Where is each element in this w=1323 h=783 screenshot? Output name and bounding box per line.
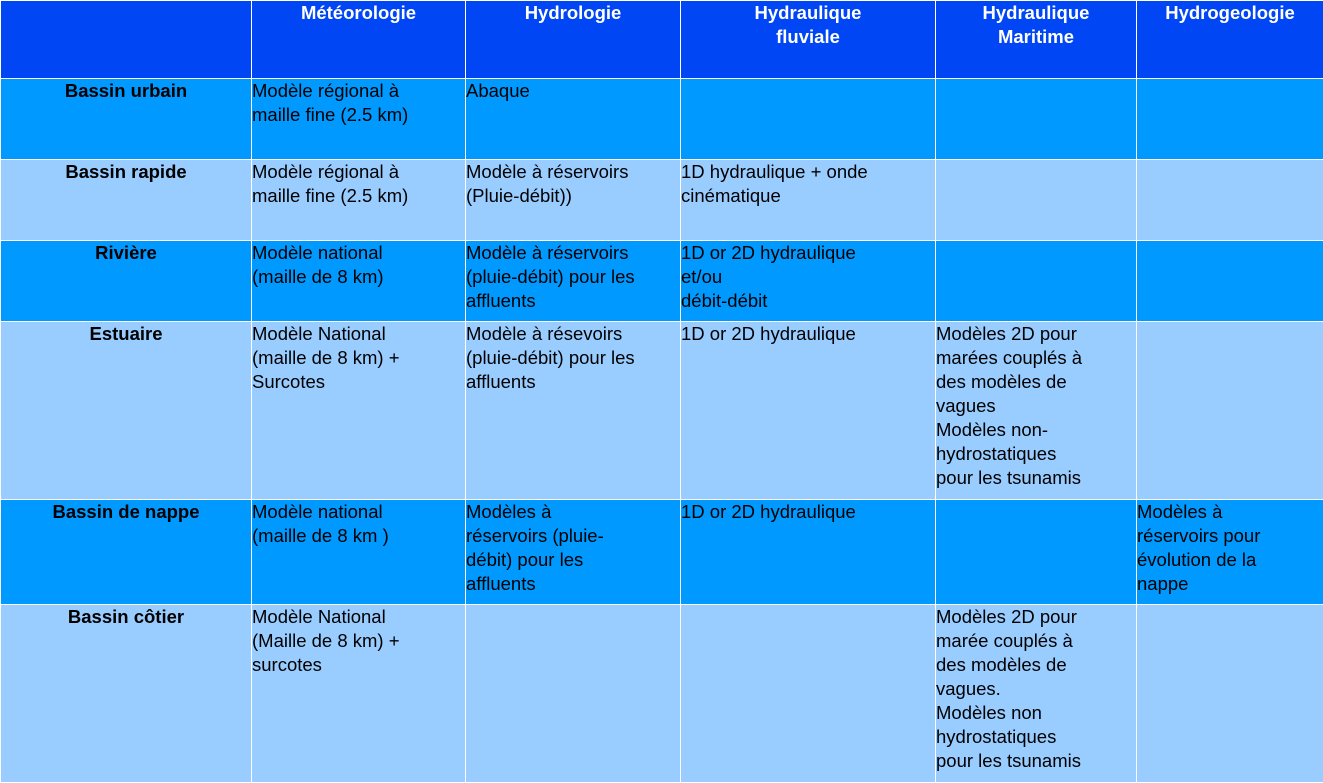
table-cell	[936, 500, 1137, 605]
table-cell: 1D or 2D hydraulique et/ou débit-débit	[681, 241, 936, 322]
table-row-bassin-urbain	[1, 79, 1323, 160]
table-cell: Modèles 2D pour marée couplés à des modèles de vagues. Modèles non hydrostatiques pour les tsunamis	[936, 605, 1137, 783]
table-row-bassin-de-nappe	[1, 500, 1323, 605]
column-header-hydrogeologie: Hydrogeologie	[1137, 1, 1323, 79]
table-cell	[1137, 322, 1323, 500]
table-cell: Modèle National (maille de 8 km) + Surcotes	[252, 322, 466, 500]
row-header: Bassin côtier	[1, 605, 252, 783]
table-cell: Modèle national (maille de 8 km)	[252, 241, 466, 322]
table-cell: Modèle régional à maille fine (2.5 km)	[252, 160, 466, 241]
table-cell: Modèle national (maille de 8 km )	[252, 500, 466, 605]
corner-cell	[1, 1, 252, 79]
table-cell	[681, 605, 936, 783]
row-header: Bassin urbain	[1, 79, 252, 160]
table-cell: Modèles 2D pour marées couplés à des modèles de vagues Modèles non- hydrostatiques pour les tsunamis	[936, 322, 1137, 500]
row-header: Estuaire	[1, 322, 252, 500]
table-cell	[1137, 160, 1323, 241]
row-header: Rivière	[1, 241, 252, 322]
column-header-hydrologie: Hydrologie	[466, 1, 681, 79]
table-cell	[1137, 605, 1323, 783]
table-cell	[1137, 79, 1323, 160]
table-cell: Modèles à réservoirs pour évolution de la nappe	[1137, 500, 1323, 605]
table-row-bassin-rapide	[1, 160, 1323, 241]
table-cell: Abaque	[466, 79, 681, 160]
table-cell: Modèles à réservoirs (pluie- débit) pour les affluents	[466, 500, 681, 605]
column-header-hydraulique-fluviale: Hydraulique fluviale	[681, 1, 936, 79]
table-cell	[1137, 241, 1323, 322]
row-header: Bassin de nappe	[1, 500, 252, 605]
table-row-riviere	[1, 241, 1323, 322]
column-header-hydraulique-maritime: Hydraulique Maritime	[936, 1, 1137, 79]
row-header: Bassin rapide	[1, 160, 252, 241]
header-row	[1, 1, 1323, 79]
table-cell: 1D hydraulique + onde cinématique	[681, 160, 936, 241]
table-cell: 1D or 2D hydraulique	[681, 322, 936, 500]
table-row-bassin-cotier	[1, 605, 1323, 783]
table-cell	[936, 241, 1137, 322]
table-cell	[681, 79, 936, 160]
column-header-meteorologie: Météorologie	[252, 1, 466, 79]
table-cell	[466, 605, 681, 783]
table-cell	[936, 79, 1137, 160]
table-cell: Modèle à réservoirs (pluie-débit) pour les affluents	[466, 241, 681, 322]
table-cell: Modèle à résevoirs (pluie-débit) pour les affluents	[466, 322, 681, 500]
table-cell	[936, 160, 1137, 241]
table-cell: Modèle National (Maille de 8 km) + surcotes	[252, 605, 466, 783]
table-row-estuaire	[1, 322, 1323, 500]
table-cell: 1D or 2D hydraulique	[681, 500, 936, 605]
table-cell: Modèle régional à maille fine (2.5 km)	[252, 79, 466, 160]
table-cell: Modèle à réservoirs (Pluie-débit))	[466, 160, 681, 241]
